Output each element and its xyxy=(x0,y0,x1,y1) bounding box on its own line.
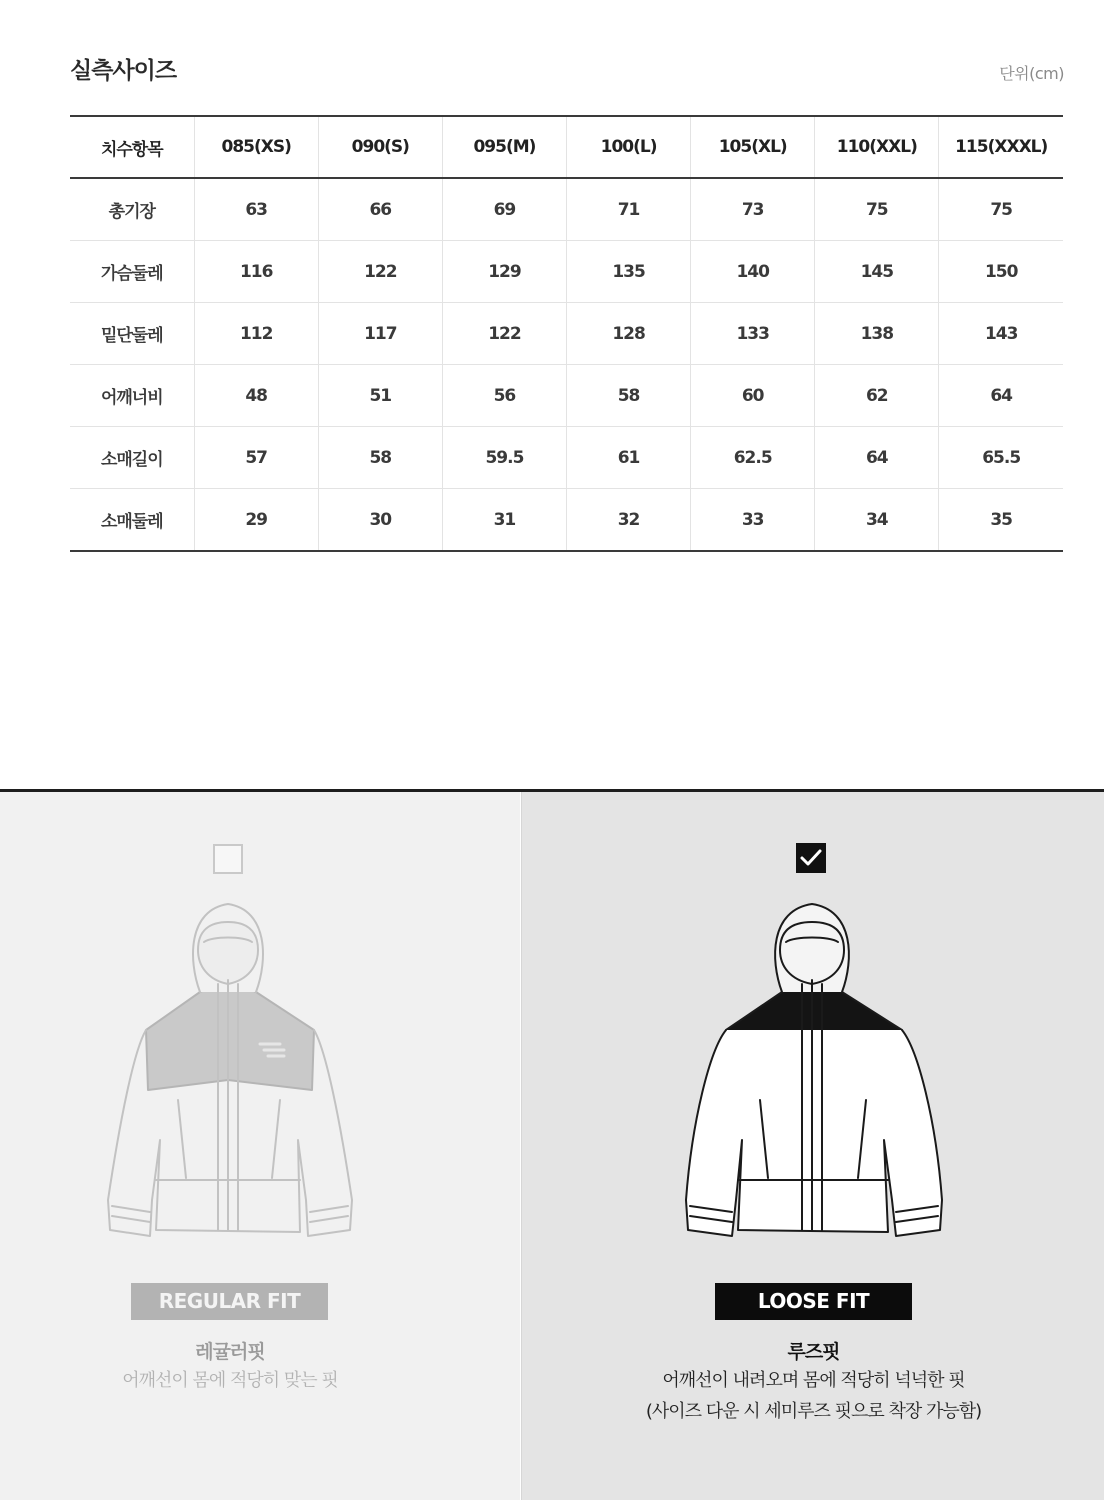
table-cell: 60 xyxy=(691,365,815,427)
regular-fit-name: 레귤러핏 xyxy=(195,1341,265,1363)
table-cell: 35 xyxy=(939,489,1063,552)
table-cell: 112 xyxy=(194,303,318,365)
table-cell: 71 xyxy=(567,178,691,241)
row-label: 밑단둘레 xyxy=(70,303,194,365)
table-cell: 75 xyxy=(939,178,1063,241)
table-cell: 32 xyxy=(567,489,691,552)
row-label: 가슴둘레 xyxy=(70,241,194,303)
unit-label: 단위(cm) xyxy=(999,64,1064,83)
table-cell: 31 xyxy=(442,489,566,552)
regular-fit-checkbox[interactable] xyxy=(213,844,243,874)
table-cell: 138 xyxy=(815,303,939,365)
page-title: 실측사이즈 xyxy=(70,58,177,84)
table-row xyxy=(70,303,1063,365)
loose-fit-description-line2: (사이즈 다운 시 세미루즈 핏으로 착장 가능함) xyxy=(645,1401,982,1422)
table-cell: 116 xyxy=(194,241,318,303)
table-row xyxy=(70,178,1063,241)
loose-fit-name: 루즈핏 xyxy=(787,1341,840,1363)
table-cell: 51 xyxy=(318,365,442,427)
table-cell: 64 xyxy=(815,427,939,489)
table-cell: 57 xyxy=(194,427,318,489)
table-cell: 56 xyxy=(442,365,566,427)
table-cell: 122 xyxy=(442,303,566,365)
table-cell: 135 xyxy=(567,241,691,303)
table-cell: 59.5 xyxy=(442,427,566,489)
table-header-cell: 110(XXL) xyxy=(815,116,939,178)
table-cell: 128 xyxy=(567,303,691,365)
checkmark-icon xyxy=(796,843,826,873)
row-label: 소매길이 xyxy=(70,427,194,489)
table-cell: 65.5 xyxy=(939,427,1063,489)
jacket-illustration-regular xyxy=(100,900,360,1260)
row-label: 총기장 xyxy=(70,178,194,241)
table-cell: 73 xyxy=(691,178,815,241)
size-table xyxy=(70,115,1063,552)
table-cell: 66 xyxy=(318,178,442,241)
table-cell: 117 xyxy=(318,303,442,365)
table-cell: 33 xyxy=(691,489,815,552)
table-header-cell: 085(XS) xyxy=(194,116,318,178)
table-cell: 69 xyxy=(442,178,566,241)
jacket-illustration-loose xyxy=(682,900,946,1260)
table-row xyxy=(70,427,1063,489)
table-header-cell: 095(M) xyxy=(442,116,566,178)
row-label: 소매둘레 xyxy=(70,489,194,552)
table-cell: 58 xyxy=(318,427,442,489)
table-cell: 29 xyxy=(194,489,318,552)
regular-fit-label: REGULAR FIT xyxy=(131,1283,328,1320)
table-row xyxy=(70,241,1063,303)
table-header-cell: 115(XXXL) xyxy=(939,116,1063,178)
table-cell: 58 xyxy=(567,365,691,427)
table-cell: 30 xyxy=(318,489,442,552)
table-cell: 150 xyxy=(939,241,1063,303)
table-cell: 63 xyxy=(194,178,318,241)
table-header-cell: 105(XL) xyxy=(691,116,815,178)
table-row xyxy=(70,365,1063,427)
table-header-row xyxy=(70,116,1063,178)
loose-fit-description-line1: 어깨선이 내려오며 몸에 적당히 넉넉한 핏 xyxy=(662,1370,965,1391)
table-cell: 62.5 xyxy=(691,427,815,489)
table-cell: 122 xyxy=(318,241,442,303)
regular-fit-description: 어깨선이 몸에 적당히 맞는 핏 xyxy=(122,1370,338,1391)
table-header-cell: 090(S) xyxy=(318,116,442,178)
table-cell: 143 xyxy=(939,303,1063,365)
table-cell: 133 xyxy=(691,303,815,365)
row-label: 어깨너비 xyxy=(70,365,194,427)
table-cell: 129 xyxy=(442,241,566,303)
table-row xyxy=(70,489,1063,552)
table-header-cell: 치수항목 xyxy=(70,116,194,178)
table-cell: 61 xyxy=(567,427,691,489)
loose-fit-checkbox[interactable] xyxy=(796,843,826,873)
table-cell: 62 xyxy=(815,365,939,427)
table-cell: 64 xyxy=(939,365,1063,427)
loose-fit-panel xyxy=(521,792,1104,1500)
table-cell: 48 xyxy=(194,365,318,427)
table-header-cell: 100(L) xyxy=(567,116,691,178)
table-cell: 75 xyxy=(815,178,939,241)
table-cell: 34 xyxy=(815,489,939,552)
loose-fit-label: LOOSE FIT xyxy=(715,1283,912,1320)
table-cell: 140 xyxy=(691,241,815,303)
regular-fit-panel xyxy=(0,792,520,1500)
table-cell: 145 xyxy=(815,241,939,303)
